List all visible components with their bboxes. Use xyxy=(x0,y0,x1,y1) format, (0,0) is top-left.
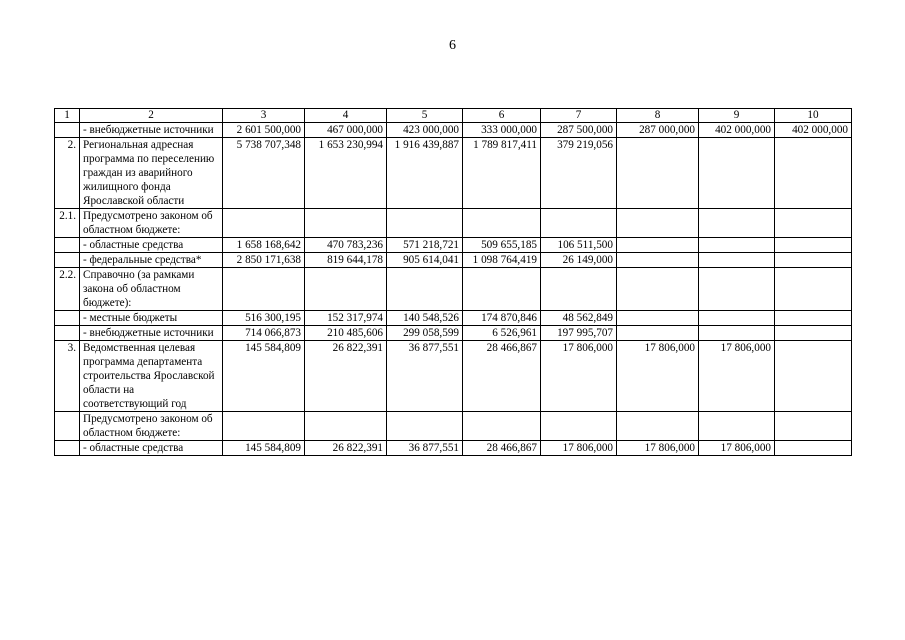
header-cell: 1 xyxy=(55,109,80,123)
value-cell xyxy=(699,209,775,238)
value-cell xyxy=(699,253,775,268)
value-cell xyxy=(305,209,387,238)
page-number: 6 xyxy=(449,38,456,53)
value-cell xyxy=(775,253,852,268)
row-number-cell xyxy=(55,238,80,253)
value-cell: 26 822,391 xyxy=(305,441,387,456)
table-row xyxy=(55,326,852,341)
row-label-cell: - федеральные средства* xyxy=(80,253,223,268)
value-cell xyxy=(541,268,617,311)
value-cell: 197 995,707 xyxy=(541,326,617,341)
header-cell: 9 xyxy=(699,109,775,123)
value-cell: 26 822,391 xyxy=(305,341,387,412)
value-cell xyxy=(617,209,699,238)
value-cell xyxy=(463,209,541,238)
table-row xyxy=(55,311,852,326)
header-cell: 10 xyxy=(775,109,852,123)
value-cell xyxy=(617,138,699,209)
row-label-cell: - внебюджетные источники xyxy=(80,123,223,138)
budget-table xyxy=(54,108,852,456)
row-number-cell xyxy=(55,326,80,341)
value-cell: 210 485,606 xyxy=(305,326,387,341)
table-row xyxy=(55,412,852,441)
value-cell xyxy=(617,326,699,341)
value-cell: 145 584,809 xyxy=(223,341,305,412)
row-number-cell xyxy=(55,253,80,268)
value-cell: 174 870,846 xyxy=(463,311,541,326)
value-cell: 819 644,178 xyxy=(305,253,387,268)
value-cell xyxy=(699,311,775,326)
value-cell: 26 149,000 xyxy=(541,253,617,268)
value-cell xyxy=(775,412,852,441)
header-cell: 7 xyxy=(541,109,617,123)
value-cell: 1 658 168,642 xyxy=(223,238,305,253)
value-cell xyxy=(775,209,852,238)
value-cell: 423 000,000 xyxy=(387,123,463,138)
value-cell: 571 218,721 xyxy=(387,238,463,253)
value-cell: 152 317,974 xyxy=(305,311,387,326)
value-cell: 2 601 500,000 xyxy=(223,123,305,138)
value-cell: 145 584,809 xyxy=(223,441,305,456)
table-row xyxy=(55,123,852,138)
value-cell xyxy=(775,311,852,326)
value-cell xyxy=(775,441,852,456)
value-cell: 17 806,000 xyxy=(617,441,699,456)
value-cell xyxy=(617,311,699,326)
row-label-cell: - областные средства xyxy=(80,441,223,456)
value-cell: 467 000,000 xyxy=(305,123,387,138)
row-label-cell: Справочно (за рамками закона об областном бюджете): xyxy=(80,268,223,311)
value-cell xyxy=(387,412,463,441)
value-cell xyxy=(699,238,775,253)
value-cell: 379 219,056 xyxy=(541,138,617,209)
value-cell xyxy=(617,412,699,441)
value-cell xyxy=(387,268,463,311)
value-cell: 140 548,526 xyxy=(387,311,463,326)
value-cell xyxy=(775,268,852,311)
row-label-cell: Предусмотрено законом об областном бюджете: xyxy=(80,412,223,441)
value-cell: 402 000,000 xyxy=(699,123,775,138)
value-cell: 299 058,599 xyxy=(387,326,463,341)
row-number-cell: 2. xyxy=(55,138,80,209)
value-cell: 17 806,000 xyxy=(541,341,617,412)
value-cell: 905 614,041 xyxy=(387,253,463,268)
header-cell: 4 xyxy=(305,109,387,123)
value-cell: 1 789 817,411 xyxy=(463,138,541,209)
row-label-cell: Региональная адресная программа по переселению граждан из аварийного жилищного фонда Ярославской области xyxy=(80,138,223,209)
value-cell: 714 066,873 xyxy=(223,326,305,341)
row-number-cell xyxy=(55,412,80,441)
header-cell: 6 xyxy=(463,109,541,123)
value-cell xyxy=(463,412,541,441)
value-cell: 6 526,961 xyxy=(463,326,541,341)
value-cell: 17 806,000 xyxy=(699,341,775,412)
row-label-cell: Предусмотрено законом об областном бюджете: xyxy=(80,209,223,238)
row-label-cell: - областные средства xyxy=(80,238,223,253)
value-cell: 106 511,500 xyxy=(541,238,617,253)
value-cell: 28 466,867 xyxy=(463,341,541,412)
value-cell xyxy=(617,268,699,311)
header-cell: 8 xyxy=(617,109,699,123)
value-cell: 28 466,867 xyxy=(463,441,541,456)
table-row xyxy=(55,138,852,209)
value-cell xyxy=(617,238,699,253)
value-cell: 5 738 707,348 xyxy=(223,138,305,209)
table-row xyxy=(55,253,852,268)
value-cell xyxy=(223,268,305,311)
row-number-cell: 3. xyxy=(55,341,80,412)
value-cell xyxy=(223,412,305,441)
value-cell xyxy=(541,412,617,441)
header-cell: 5 xyxy=(387,109,463,123)
value-cell: 48 562,849 xyxy=(541,311,617,326)
value-cell xyxy=(699,326,775,341)
row-number-cell xyxy=(55,123,80,138)
table-row xyxy=(55,268,852,311)
row-label-cell: Ведомственная целевая программа департамента строительства Ярославской области на соответствующий год xyxy=(80,341,223,412)
value-cell xyxy=(617,253,699,268)
value-cell: 287 500,000 xyxy=(541,123,617,138)
value-cell: 17 806,000 xyxy=(617,341,699,412)
table-header-row xyxy=(55,109,852,123)
value-cell: 17 806,000 xyxy=(541,441,617,456)
value-cell xyxy=(541,209,617,238)
row-number-cell xyxy=(55,311,80,326)
value-cell: 402 000,000 xyxy=(775,123,852,138)
value-cell: 516 300,195 xyxy=(223,311,305,326)
value-cell: 287 000,000 xyxy=(617,123,699,138)
row-number-cell: 2.1. xyxy=(55,209,80,238)
value-cell xyxy=(699,412,775,441)
value-cell: 36 877,551 xyxy=(387,441,463,456)
value-cell: 2 850 171,638 xyxy=(223,253,305,268)
value-cell xyxy=(699,138,775,209)
row-label-cell: - местные бюджеты xyxy=(80,311,223,326)
value-cell xyxy=(775,138,852,209)
value-cell xyxy=(775,341,852,412)
value-cell: 470 783,236 xyxy=(305,238,387,253)
table-row xyxy=(55,238,852,253)
header-cell: 3 xyxy=(223,109,305,123)
value-cell xyxy=(775,326,852,341)
table-row xyxy=(55,209,852,238)
value-cell xyxy=(699,268,775,311)
value-cell: 1 653 230,994 xyxy=(305,138,387,209)
value-cell: 17 806,000 xyxy=(699,441,775,456)
table-row xyxy=(55,441,852,456)
value-cell xyxy=(305,268,387,311)
value-cell xyxy=(775,238,852,253)
row-label-cell: - внебюджетные источники xyxy=(80,326,223,341)
value-cell xyxy=(223,209,305,238)
row-number-cell: 2.2. xyxy=(55,268,80,311)
value-cell: 333 000,000 xyxy=(463,123,541,138)
value-cell xyxy=(463,268,541,311)
value-cell: 36 877,551 xyxy=(387,341,463,412)
value-cell: 509 655,185 xyxy=(463,238,541,253)
value-cell xyxy=(305,412,387,441)
row-number-cell xyxy=(55,441,80,456)
table-row xyxy=(55,341,852,412)
value-cell: 1 098 764,419 xyxy=(463,253,541,268)
value-cell: 1 916 439,887 xyxy=(387,138,463,209)
header-cell: 2 xyxy=(80,109,223,123)
value-cell xyxy=(387,209,463,238)
